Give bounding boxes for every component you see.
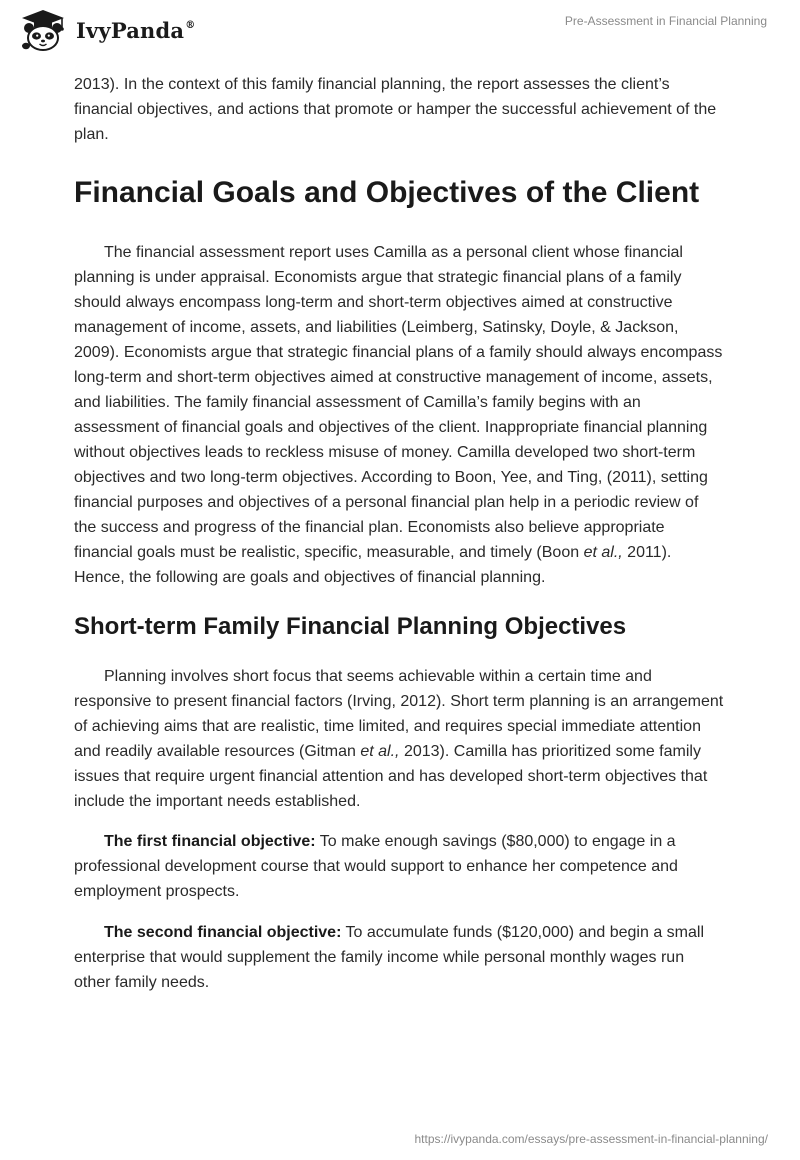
goals-paragraph: The financial assessment report uses Camilla as a personal client whose financial planning is under appraisal. Economists argue that strategic financial plans of a family should always encompass long-term and short-term objectives aimed at constructive management of income, assets, and liabilities (Leimberg, Satinsky, Doyle, & Jackson, 2009). Economists argue that strategic financial plans of a family should always encompass long-term and short-term objectives aimed at constructive management of income, assets, and liabilities. The family financial assessment of Camilla’s family begins with an assessment of financial goals and objectives of the client. Inappropriate financial planning without objectives leads to reckless misuse of money. Camilla developed two short-term objectives and two long-term objectives. According to Boon, Yee, and Ting, (2011), setting financial purposes and objectives of a personal financial plan help in a periodic review of the success and progress of the financial plan. Economists also believe appropriate financial goals must be realistic, specific, measurable, and timely (Boon et al., 2011). Hence, the following are goals and objectives of financial planning. [74, 244, 723, 586]
article-body [74, 72, 724, 995]
second-objective-label: The second financial objective: [104, 924, 342, 941]
intro-paragraph: 2013). In the context of this family financial planning, the report assesses the client’s financial objectives, and actions that promote or hamper the successful achievement of the plan. [74, 76, 717, 143]
first-objective-label: The first financial objective: [104, 833, 316, 850]
heading-financial-goals: Financial Goals and Objectives of the Client [74, 176, 700, 209]
heading-short-term-objectives: Short-term Family Financial Planning Objectives [74, 613, 627, 640]
source-url[interactable]: https://ivypanda.com/essays/pre-assessment-in-financial-planning/ [414, 1132, 768, 1146]
short-term-paragraph: Planning involves short focus that seems achievable within a certain time and responsive to present financial factors (Irving, 2012). Short term planning is an arrangement of achieving aims that are realistic, time limited, and requires special immediate attention and readily available resources (Gitman et al., 2013). Camilla has prioritized some family issues that require urgent financial attention and has developed short-term objectives that include the important needs established. [74, 668, 724, 810]
first-objective-paragraph: The first financial objective: To make enough savings ($80,000) to engage in a professional development course that would support to enhance her competence and employment prospects. [74, 833, 678, 900]
document-title: Pre-Assessment in Financial Planning [564, 14, 767, 28]
panda-mascot-icon [16, 8, 70, 52]
brand-logo[interactable] [16, 8, 195, 52]
second-objective-paragraph: The second financial objective: To accumulate funds ($120,000) and begin a small enterprise that would supplement the family income while personal monthly wages run other family needs. [74, 924, 704, 991]
brand-name: IvyPanda® [76, 17, 196, 43]
registered-mark: ® [185, 19, 196, 31]
page-header [0, 0, 800, 66]
